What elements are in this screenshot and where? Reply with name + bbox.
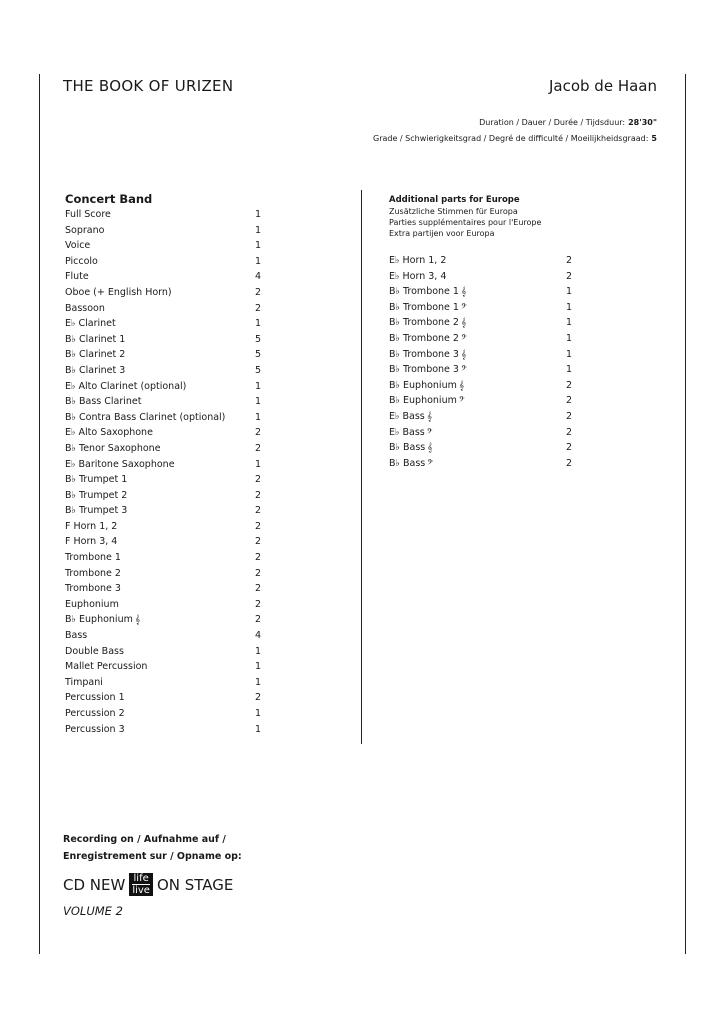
part-name: B♭ Euphonium	[389, 395, 457, 407]
part-name-cell	[65, 612, 140, 628]
concert-part-row	[65, 690, 261, 706]
part-quantity: 1	[565, 286, 572, 298]
part-name-cell	[389, 440, 433, 456]
part-name-cell	[65, 644, 124, 660]
part-name: Bass	[65, 630, 88, 642]
part-name-cell	[65, 316, 116, 332]
piece-title: THE BOOK OF URIZEN	[63, 77, 234, 95]
duration-label: Duration / Dauer / Durée / Tijdsduur:	[479, 118, 626, 127]
part-quantity: 1	[254, 676, 261, 688]
grade-label: Grade / Schwierigkeitsgrad / Degré de difficulté / Moeilijkheidsgraad:	[373, 134, 649, 143]
additional-part-row	[389, 331, 572, 347]
concert-band-rows	[65, 207, 261, 737]
part-name: Trombone 2	[65, 567, 121, 579]
part-name-cell	[65, 269, 89, 285]
part-name: Oboe (+ English Horn)	[65, 286, 172, 298]
concert-part-row	[65, 612, 261, 628]
additional-part-row	[389, 456, 572, 472]
clef-icon: 𝄢	[460, 365, 467, 376]
part-name-cell	[389, 284, 466, 300]
part-quantity: 2	[254, 614, 261, 626]
concert-part-row	[65, 722, 261, 738]
concert-part-row	[65, 269, 261, 285]
concert-band-list	[65, 192, 261, 737]
part-name: Euphonium	[65, 598, 119, 610]
part-name: Double Bass	[65, 645, 124, 657]
part-name-cell	[65, 503, 127, 519]
part-name-cell	[65, 550, 121, 566]
part-name: Flute	[65, 271, 89, 283]
part-name-cell	[65, 425, 153, 441]
concert-part-row	[65, 363, 261, 379]
part-name: B♭ Euphonium	[389, 379, 457, 391]
logo-top: life	[133, 873, 149, 884]
clef-icon: 𝄢	[458, 396, 465, 407]
concert-part-row	[65, 316, 261, 332]
part-name-cell	[65, 472, 127, 488]
concert-part-row	[65, 441, 261, 457]
composer-name: Jacob de Haan	[548, 77, 657, 95]
part-name: Percussion 1	[65, 692, 125, 704]
part-quantity: 1	[254, 645, 261, 657]
part-name: B♭ Contra Bass Clarinet (optional)	[65, 411, 226, 423]
concert-part-row	[65, 503, 261, 519]
additional-heading: Additional parts for Europe	[389, 195, 520, 205]
clef-icon: 𝄢	[460, 333, 467, 344]
additional-part-row	[389, 425, 572, 441]
part-name: Piccolo	[65, 255, 98, 267]
part-name: B♭ Trumpet 2	[65, 489, 128, 501]
part-name: E♭ Horn 1, 2	[389, 255, 447, 266]
part-quantity: 1	[254, 458, 261, 470]
part-name: E♭ Bass	[389, 426, 425, 438]
part-name: Trombone 3	[65, 583, 121, 595]
additional-parts-rows	[389, 253, 572, 471]
part-quantity: 1	[254, 255, 261, 267]
part-name: Mallet Percussion	[65, 661, 148, 673]
concert-part-row	[65, 410, 261, 426]
part-name-cell	[65, 519, 117, 535]
part-name-cell	[65, 706, 125, 722]
clef-icon: 𝄢	[427, 458, 434, 469]
concert-part-row	[65, 379, 261, 395]
part-name-cell	[389, 253, 446, 269]
additional-subtitle-de: Zusätzliche Stimmen für Europa	[389, 207, 518, 216]
part-name-cell	[65, 675, 103, 691]
part-quantity: 5	[254, 364, 261, 376]
additional-part-row	[389, 393, 572, 409]
clef-icon: 𝄞	[460, 318, 467, 329]
part-quantity: 1	[565, 348, 572, 360]
clef-icon: 𝄞	[134, 615, 141, 626]
part-quantity: 2	[254, 286, 261, 298]
concert-part-row	[65, 472, 261, 488]
part-name-cell	[65, 223, 104, 239]
clef-icon: 𝄢	[460, 302, 467, 313]
concert-part-row	[65, 285, 261, 301]
concert-part-row	[65, 301, 261, 317]
part-quantity: 1	[254, 318, 261, 330]
part-name-cell	[389, 393, 465, 409]
part-name: B♭ Tenor Saxophone	[65, 442, 161, 454]
part-quantity: 1	[254, 411, 261, 423]
concert-part-row	[65, 659, 261, 675]
grade-value: 5	[651, 134, 657, 143]
part-name-cell	[65, 566, 121, 582]
additional-part-row	[389, 315, 572, 331]
part-name-cell	[65, 238, 90, 254]
part-name-cell	[65, 394, 142, 410]
additional-subtitle-fr: Parties supplémentaires pour l'Europe	[389, 218, 542, 227]
part-quantity: 2	[565, 442, 572, 454]
part-quantity: 2	[254, 536, 261, 548]
part-name-cell	[65, 254, 98, 270]
part-name: E♭ Bass	[389, 410, 425, 422]
concert-part-row	[65, 597, 261, 613]
part-name-cell	[65, 441, 161, 457]
part-quantity: 1	[565, 364, 572, 376]
part-quantity: 1	[565, 332, 572, 344]
part-name-cell	[389, 425, 433, 441]
part-name-cell	[65, 690, 125, 706]
part-quantity: 2	[254, 567, 261, 579]
part-name: B♭ Trombone 1	[389, 301, 459, 313]
life-live-logo	[129, 873, 153, 896]
concert-part-row	[65, 534, 261, 550]
part-name-cell	[65, 628, 87, 644]
part-name: Soprano	[65, 224, 105, 236]
part-name: E♭ Clarinet	[65, 318, 116, 330]
additional-part-row	[389, 409, 572, 425]
part-quantity: 5	[254, 333, 261, 345]
concert-part-row	[65, 347, 261, 363]
concert-part-row	[65, 223, 261, 239]
part-quantity: 2	[565, 395, 572, 407]
part-name: B♭ Trumpet 3	[65, 505, 128, 517]
concert-part-row	[65, 581, 261, 597]
part-quantity: 2	[254, 552, 261, 564]
part-name-cell	[389, 315, 466, 331]
part-quantity: 1	[254, 396, 261, 408]
additional-part-row	[389, 378, 572, 394]
additional-part-row	[389, 440, 572, 456]
part-name-cell	[389, 362, 467, 378]
part-name-cell	[389, 409, 432, 425]
clef-icon: 𝄞	[427, 443, 433, 454]
part-quantity: 2	[565, 270, 572, 282]
part-name-cell	[65, 488, 127, 504]
part-quantity: 2	[565, 457, 572, 469]
additional-part-row	[389, 284, 572, 300]
concert-part-row	[65, 488, 261, 504]
part-name-cell	[65, 207, 111, 223]
part-name: B♭ Clarinet 3	[65, 364, 126, 376]
right-margin-rule	[685, 74, 686, 954]
recording-note	[63, 831, 242, 865]
recording-line-1: Recording on / Aufnahme auf /	[63, 834, 226, 845]
concert-band-heading: Concert Band	[65, 192, 153, 206]
part-name: B♭ Trombone 3	[389, 364, 459, 376]
part-name-cell	[65, 285, 172, 301]
part-name: Trombone 1	[65, 552, 121, 564]
part-name: Bassoon	[65, 302, 105, 314]
part-name: F Horn 1, 2	[65, 520, 118, 532]
concert-part-row	[65, 675, 261, 691]
part-quantity: 1	[254, 209, 261, 220]
part-quantity: 1	[254, 224, 261, 236]
part-name: B♭ Bass	[389, 442, 426, 454]
clef-icon: 𝄞	[426, 411, 433, 422]
part-name-cell	[65, 332, 125, 348]
part-quantity: 2	[254, 442, 261, 454]
part-name: Voice	[65, 240, 91, 252]
additional-subtitle-nl: Extra partijen voor Europa	[389, 229, 495, 238]
part-name-cell	[389, 347, 466, 363]
part-name: B♭ Trombone 2	[389, 332, 459, 344]
additional-parts-list	[389, 195, 572, 471]
part-quantity: 2	[565, 410, 572, 422]
part-name: B♭ Trombone 1	[389, 286, 459, 298]
part-quantity: 1	[254, 380, 261, 392]
part-quantity: 1	[254, 708, 261, 719]
part-quantity: 1	[565, 301, 572, 313]
part-quantity: 4	[254, 630, 261, 642]
part-quantity: 2	[565, 255, 572, 266]
part-name: E♭ Baritone Saxophone	[65, 458, 175, 470]
part-name-cell	[65, 301, 105, 317]
left-margin-rule	[39, 74, 40, 954]
part-name-cell	[65, 597, 119, 613]
part-quantity: 2	[254, 598, 261, 610]
part-quantity: 1	[254, 661, 261, 673]
part-name-cell	[389, 300, 467, 316]
cd-title	[63, 873, 233, 896]
part-name: Percussion 2	[65, 708, 125, 719]
clef-icon: 𝄞	[460, 287, 467, 298]
part-name-cell	[65, 659, 147, 675]
part-name-cell	[65, 410, 225, 426]
part-name: E♭ Alto Saxophone	[65, 427, 153, 439]
part-name-cell	[65, 457, 175, 473]
part-quantity: 2	[254, 520, 261, 532]
part-quantity: 2	[254, 302, 261, 314]
part-name-cell	[65, 581, 121, 597]
part-quantity: 1	[254, 723, 261, 735]
concert-part-row	[65, 254, 261, 270]
concert-part-row	[65, 457, 261, 473]
grade-line	[373, 134, 657, 143]
concert-part-row	[65, 332, 261, 348]
part-name: B♭ Trombone 3	[389, 348, 459, 360]
concert-part-row	[65, 628, 261, 644]
concert-part-row	[65, 238, 261, 254]
clef-icon: 𝄞	[460, 349, 467, 360]
concert-part-row	[65, 207, 261, 223]
concert-part-row	[65, 519, 261, 535]
recording-line-2: Enregistrement sur / Opname op:	[63, 851, 242, 862]
part-name-cell	[389, 456, 433, 472]
part-quantity: 2	[254, 427, 261, 439]
additional-part-row	[389, 300, 572, 316]
additional-part-row	[389, 269, 572, 285]
part-quantity: 2	[565, 379, 572, 391]
part-name: E♭ Alto Clarinet (optional)	[65, 380, 187, 392]
part-name: E♭ Horn 3, 4	[389, 270, 447, 282]
part-name: B♭ Bass Clarinet	[65, 396, 142, 408]
cd-prefix: CD NEW	[63, 875, 126, 894]
part-quantity: 2	[254, 489, 261, 501]
concert-part-row	[65, 394, 261, 410]
part-name: B♭ Clarinet 1	[65, 333, 126, 345]
part-name-cell	[65, 347, 125, 363]
part-name-cell	[65, 722, 125, 738]
logo-bottom: live	[132, 885, 150, 896]
part-name: B♭ Trombone 2	[389, 317, 459, 329]
concert-part-row	[65, 550, 261, 566]
part-quantity: 2	[254, 474, 261, 486]
cd-suffix: ON STAGE	[156, 875, 234, 894]
column-divider	[361, 190, 362, 744]
part-name-cell	[65, 534, 117, 550]
concert-part-row	[65, 566, 261, 582]
duration-value: 28'30"	[628, 118, 657, 127]
part-quantity: 2	[254, 692, 261, 704]
part-name: B♭ Clarinet 2	[65, 349, 126, 361]
clef-icon: 𝄢	[426, 427, 433, 438]
duration-line	[479, 118, 657, 127]
part-name-cell	[389, 378, 464, 394]
concert-part-row	[65, 706, 261, 722]
part-name: F Horn 3, 4	[65, 536, 118, 548]
clef-icon: 𝄞	[458, 380, 465, 391]
concert-part-row	[65, 425, 261, 441]
part-quantity: 5	[254, 349, 261, 361]
part-name-cell	[65, 363, 125, 379]
part-name: B♭ Euphonium	[65, 614, 133, 626]
part-quantity: 1	[565, 317, 572, 329]
part-name: Full Score	[65, 209, 111, 220]
additional-part-row	[389, 362, 572, 378]
additional-part-row	[389, 347, 572, 363]
cd-volume: VOLUME 2	[63, 904, 123, 918]
part-quantity: 1	[254, 240, 261, 252]
part-quantity: 2	[254, 505, 261, 517]
part-name: Percussion 3	[65, 723, 125, 735]
part-quantity: 2	[254, 583, 261, 595]
part-name-cell	[65, 379, 186, 395]
part-name-cell	[389, 269, 446, 285]
part-name: B♭ Bass	[389, 457, 426, 469]
part-quantity: 2	[565, 426, 572, 438]
part-quantity: 4	[254, 271, 261, 283]
concert-part-row	[65, 644, 261, 660]
part-name: Timpani	[65, 676, 103, 688]
additional-part-row	[389, 253, 572, 269]
part-name-cell	[389, 331, 467, 347]
part-name: B♭ Trumpet 1	[65, 474, 128, 486]
